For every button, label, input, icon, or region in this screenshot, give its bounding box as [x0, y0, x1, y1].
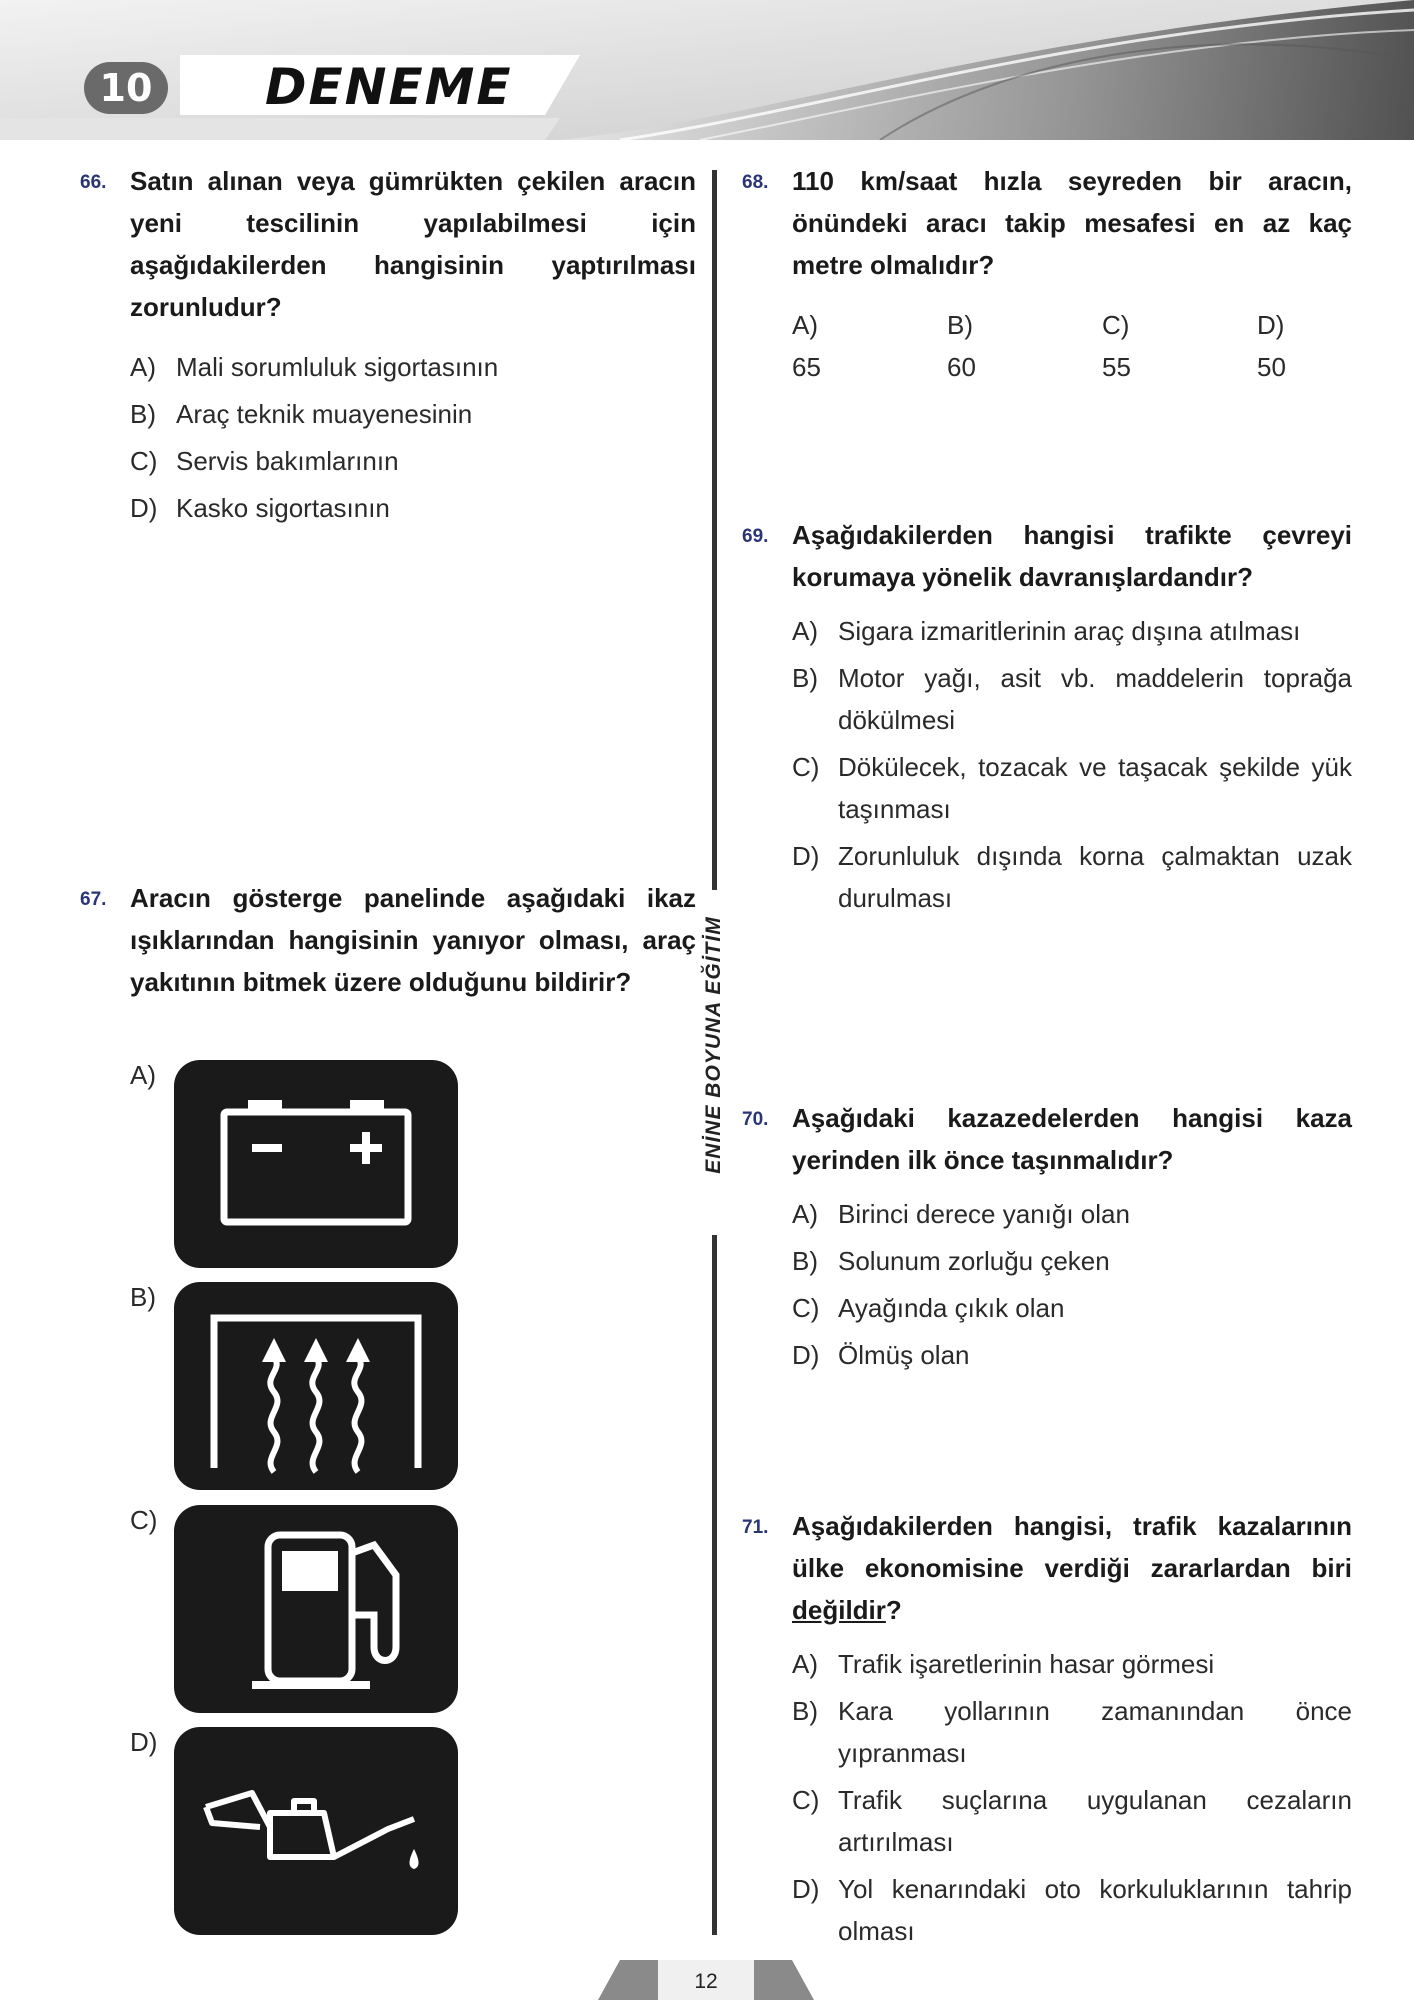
option-text: 55 — [1102, 352, 1131, 382]
stem-end: ? — [885, 1595, 902, 1625]
option-text: Motor yağı, asit vb. maddelerin toprağa dökülmesi — [838, 663, 1352, 735]
option-text: 60 — [947, 352, 976, 382]
option-letter: C) — [792, 1293, 820, 1323]
option-c[interactable] — [792, 746, 1352, 830]
rear-defroster-icon — [174, 1282, 458, 1490]
stem-main: Aşağıdakilerden hangisi, trafik kazalarının ülke ekonomisine verdiği zararlardan biri — [792, 1511, 1352, 1583]
question-number: 71. — [742, 1517, 769, 1538]
option-letter: A) — [130, 1060, 156, 1090]
column-divider — [712, 1235, 717, 1935]
option-letter: D) — [792, 841, 820, 871]
option-b[interactable] — [792, 657, 1352, 741]
question-number: 70. — [742, 1109, 769, 1130]
option-letter: C) — [130, 446, 158, 476]
oil-can-icon — [174, 1727, 458, 1935]
option-letter: C) — [130, 1505, 158, 1535]
option-text: Kara yollarının zamanından önce yıpranması — [838, 1696, 1352, 1768]
question-69 — [742, 514, 1352, 924]
question-number: 66. — [80, 172, 107, 193]
option-text: Trafik suçlarına uygulanan cezaların artırılması — [838, 1785, 1352, 1857]
question-67 — [80, 877, 696, 1003]
question-stem: 110 km/saat hızla seyreden bir aracın, önündeki aracı takip mesafesi en az kaç metre olmalıdır? — [792, 166, 1352, 280]
option-text: Solunum zorluğu çeken — [838, 1246, 1110, 1276]
option-text: Birinci derece yanığı olan — [838, 1199, 1130, 1229]
option-letter: D) — [130, 1727, 158, 1757]
option-text: 65 — [792, 352, 821, 382]
option-text: Yol kenarındaki oto korkuluklarının tahrip olması — [838, 1874, 1352, 1946]
option-a[interactable] — [792, 610, 1352, 652]
option-c[interactable] — [130, 440, 696, 482]
option-b[interactable] — [792, 1690, 1352, 1774]
test-number-badge: 10 — [84, 62, 168, 114]
option-letter: B) — [130, 1282, 156, 1312]
question-stem: Aşağıdaki kazazedelerden hangisi kaza yerinden ilk önce taşınmalıdır? — [792, 1103, 1352, 1175]
question-stem: Aşağıdakilerden hangisi trafikte çevreyi korumaya yönelik davranışlardandır? — [792, 520, 1352, 592]
option-text: Trafik işaretlerinin hasar görmesi — [838, 1649, 1215, 1679]
question-71 — [742, 1505, 1352, 1957]
side-label: ENİNE BOYUNA EĞİTİM — [702, 916, 725, 1174]
question-66 — [80, 160, 696, 534]
option-b[interactable] — [130, 393, 696, 435]
question-number: 68. — [742, 172, 769, 193]
header-banner-graphic — [0, 0, 1414, 140]
option-d[interactable] — [792, 1334, 1352, 1376]
question-70 — [742, 1097, 1352, 1381]
option-letter: A) — [792, 310, 818, 340]
option-letter: B) — [792, 1246, 818, 1276]
option-d[interactable] — [1257, 304, 1412, 388]
option-letter: D) — [792, 1340, 820, 1370]
option-b[interactable] — [792, 1240, 1352, 1282]
option-d[interactable] — [792, 835, 1352, 919]
option-letter: A) — [130, 352, 156, 382]
column-divider — [712, 170, 717, 890]
question-stem: Aracın gösterge panelinde aşağıdaki ikaz ışıklarından hangisinin yanıyor olması, araç yakıtının bitmek üzere olduğunu bildirir? — [130, 883, 696, 997]
page-number: 12 — [694, 1970, 718, 1993]
option-letter: B) — [792, 663, 818, 693]
option-letter: B) — [792, 1696, 818, 1726]
option-letter: B) — [130, 399, 156, 429]
question-stem — [792, 1505, 1352, 1631]
page-footer — [598, 1960, 814, 2000]
option-text: Sigara izmaritlerinin araç dışına atılması — [838, 616, 1301, 646]
option-letter: D) — [792, 1874, 820, 1904]
option-a[interactable] — [792, 1643, 1352, 1685]
question-number: 69. — [742, 526, 769, 547]
option-text: 50 — [1257, 352, 1286, 382]
option-b[interactable] — [947, 304, 1102, 388]
page-header — [0, 0, 1414, 140]
option-text: Ölmüş olan — [838, 1340, 970, 1370]
option-c[interactable] — [792, 1287, 1352, 1329]
option-text: Mali sorumluluk sigortasının — [176, 352, 499, 382]
question-68 — [742, 160, 1352, 388]
page-title: DENEME — [265, 58, 513, 116]
option-letter: A) — [792, 616, 818, 646]
question-stem: Satın alınan veya gümrükten çekilen aracın yeni tescilinin yapılabilmesi için aşağıdakilerden hangisinin yaptırılması zorunludur? — [130, 166, 696, 322]
option-letter: C) — [1102, 310, 1130, 340]
option-letter: D) — [1257, 310, 1285, 340]
option-letter: C) — [792, 752, 820, 782]
option-letter: B) — [947, 310, 973, 340]
option-text: Kasko sigortasının — [176, 493, 390, 523]
question-number: 67. — [80, 889, 107, 910]
option-letter: A) — [792, 1649, 818, 1679]
option-text: Dökülecek, tozacak ve taşacak şekilde yük taşınması — [838, 752, 1352, 824]
option-c[interactable] — [792, 1779, 1352, 1863]
option-a[interactable] — [130, 346, 696, 388]
option-text: Ayağında çıkık olan — [838, 1293, 1065, 1323]
option-text: Zorunluluk dışında korna çalmaktan uzak durulması — [838, 841, 1352, 913]
option-a[interactable] — [792, 1193, 1352, 1235]
option-text: Servis bakımlarının — [176, 446, 399, 476]
fuel-pump-icon — [174, 1505, 458, 1713]
option-text: Araç teknik muayenesinin — [176, 399, 473, 429]
option-letter: C) — [792, 1785, 820, 1815]
option-c[interactable] — [1102, 304, 1257, 388]
option-letter: D) — [130, 493, 158, 523]
option-letter: A) — [792, 1199, 818, 1229]
option-a[interactable] — [792, 304, 947, 388]
stem-underlined: değildir — [792, 1595, 886, 1625]
option-d[interactable] — [792, 1868, 1352, 1952]
battery-icon — [174, 1060, 458, 1268]
option-d[interactable] — [130, 487, 696, 529]
